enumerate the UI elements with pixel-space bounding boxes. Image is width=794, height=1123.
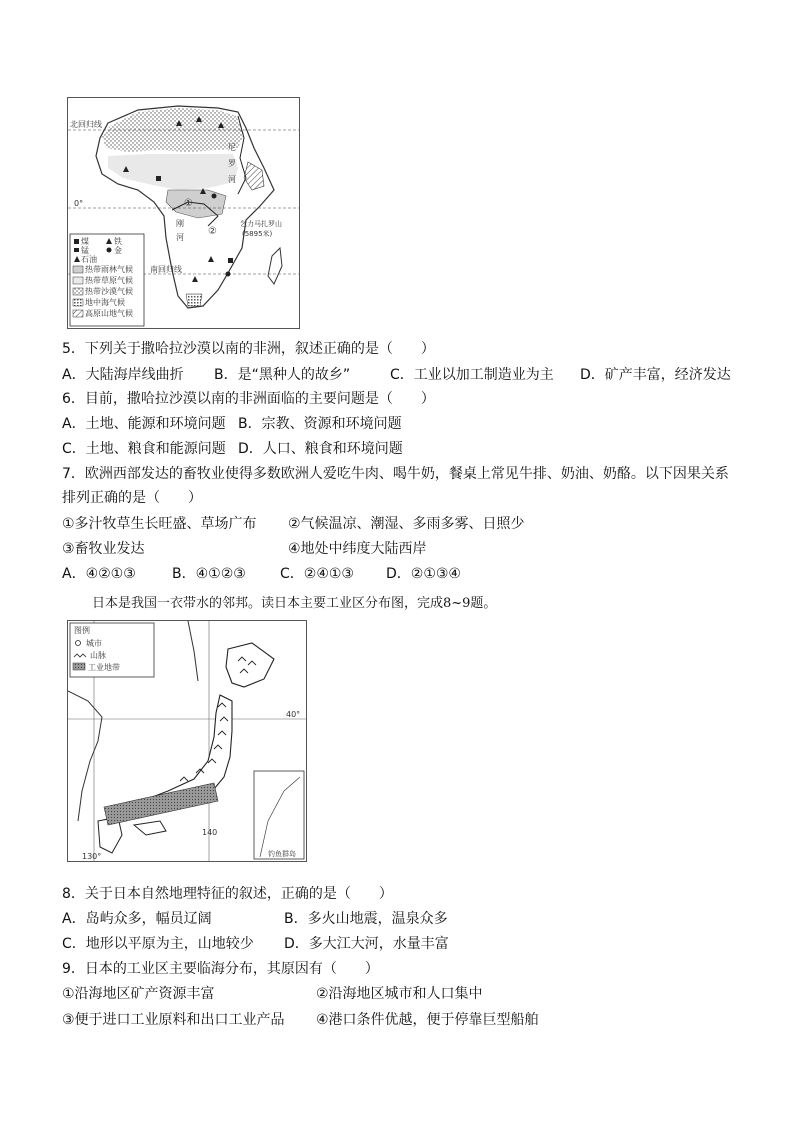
- lon-130-label: 130°: [82, 852, 102, 861]
- section-intro: 日本是我国一衣带水的邻邦。读日本主要工业区分布图，完成8~9题。: [92, 596, 497, 611]
- q5-option-a[interactable]: A．大陆海岸线曲折: [62, 367, 184, 383]
- q6-option-c[interactable]: C．土地、粮食和能源问题: [62, 441, 226, 457]
- legend-mediterranean: 地中海气候: [85, 298, 125, 307]
- japan-map-legend: [70, 623, 154, 677]
- lon-140-label: 140: [202, 828, 218, 837]
- nile-label-1: 尼: [228, 143, 236, 152]
- japan-map-figure: [67, 620, 307, 862]
- marker-2-label: ②: [208, 226, 217, 237]
- q9-statement-1: ①沿海地区矿产资源丰富: [62, 986, 215, 1002]
- q8-option-b[interactable]: B．多火山地震，温泉众多: [284, 911, 448, 927]
- tropic-north-label: 北回归线: [70, 120, 102, 129]
- kilimanjaro-label: 乞力马扎罗山: [240, 220, 282, 228]
- shikoku: [134, 821, 166, 835]
- legend-manganese: 锰: [81, 246, 89, 255]
- q5-stem: 5．下列关于撒哈拉沙漠以南的非洲，叙述正确的是（ ）: [62, 341, 435, 357]
- nile-label-3: 河: [228, 175, 236, 184]
- mainland-coast: [68, 691, 102, 821]
- inset-box: [254, 771, 304, 859]
- q9-statement-4: ④港口条件优越，便于停靠巨型船舶: [316, 1012, 539, 1028]
- q6-option-a[interactable]: A．土地、能源和环境问题: [62, 416, 226, 432]
- legend-coal: 煤: [81, 237, 89, 246]
- q5-option-c[interactable]: C．工业以加工制造业为主: [390, 367, 554, 383]
- q7-stem-line1: 7．欧洲西部发达的畜牧业使得多数欧洲人爱吃牛肉、喝牛奶，餐桌上常见牛排、奶油、奶酪。以下因果关系: [62, 466, 729, 482]
- legend-savanna: 热带草原气候: [85, 276, 133, 285]
- congo-label-2: 河: [176, 233, 184, 242]
- legend-gold: 金: [114, 246, 122, 255]
- q5-option-d[interactable]: D．矿产丰富，经济发达: [580, 367, 731, 383]
- equator-label: 0°: [74, 199, 84, 208]
- q8-option-d[interactable]: D．多大江大河，水量丰富: [284, 936, 449, 952]
- q8-option-a[interactable]: A．岛屿众多，幅员辽阔: [62, 911, 212, 927]
- legend-rainforest: 热带雨林气候: [85, 265, 133, 274]
- madagascar: [268, 248, 282, 284]
- q7-option-a[interactable]: A．④②①③: [62, 566, 136, 582]
- marker-1-label: ①: [184, 198, 193, 209]
- industrial-belt: [104, 783, 218, 825]
- africa-map-legend: [70, 234, 144, 326]
- legend-industry: 工业地带: [88, 663, 120, 672]
- mediterranean-south: [186, 294, 202, 306]
- kilimanjaro-height-label: (5895米): [242, 230, 273, 238]
- q7-statement-3: ③畜牧业发达: [62, 541, 145, 557]
- q9-statement-2: ②沿海地区城市和人口集中: [316, 986, 483, 1002]
- sakhalin-coast: [188, 621, 198, 681]
- legend-oil: 石油: [81, 255, 97, 264]
- hokkaido: [226, 643, 274, 687]
- q7-statement-4: ④地处中纬度大陆西岸: [288, 541, 427, 557]
- tropic-south-label: 南回归线: [150, 265, 182, 274]
- legend-iron: 铁: [114, 237, 122, 246]
- q6-stem: 6．目前，撒哈拉沙漠以南的非洲面临的主要问题是（ ）: [62, 391, 435, 407]
- q9-stem: 9．日本的工业区主要临海分布，其原因有（ ）: [62, 961, 379, 977]
- q6-option-d[interactable]: D．人口、粮食和环境问题: [238, 441, 403, 457]
- q8-option-c[interactable]: C．地形以平原为主，山地较少: [62, 936, 254, 952]
- q7-option-d[interactable]: D．②①③④: [386, 566, 461, 582]
- legend-city: 城市: [86, 639, 102, 648]
- japan-map: [68, 621, 306, 861]
- legend-title: 图例: [74, 626, 90, 635]
- legend-desert: 热带沙漠气候: [85, 287, 133, 296]
- q9-statement-3: ③便于进口工业原料和出口工业产品: [62, 1012, 285, 1028]
- legend-mountain: 山脉: [90, 651, 106, 660]
- q7-statement-2: ②气候温凉、潮湿、多雨多雾、日照少: [288, 516, 525, 532]
- q8-stem: 8．关于日本自然地理特征的叙述，正确的是（ ）: [62, 886, 393, 902]
- africa-map: [68, 98, 299, 328]
- africa-map-figure: [67, 97, 300, 329]
- lat-40-label: 40°: [286, 710, 301, 719]
- q7-stem-line2: 排列正确的是（ ）: [62, 490, 202, 506]
- q7-option-c[interactable]: C．②④①③: [280, 566, 354, 582]
- legend-highland: 高原山地气候: [85, 309, 133, 318]
- nile-label-2: 罗: [228, 159, 236, 168]
- q7-option-b[interactable]: B．④①②③: [172, 566, 246, 582]
- congo-label-1: 刚: [176, 219, 184, 228]
- inset-label: 钓鱼群岛: [268, 850, 296, 858]
- q5-option-b[interactable]: B．是“黑种人的故乡”: [214, 367, 351, 383]
- q7-statement-1: ①多汁牧草生长旺盛、草场广布: [62, 516, 257, 532]
- q6-option-b[interactable]: B．宗教、资源和环境问题: [238, 416, 402, 432]
